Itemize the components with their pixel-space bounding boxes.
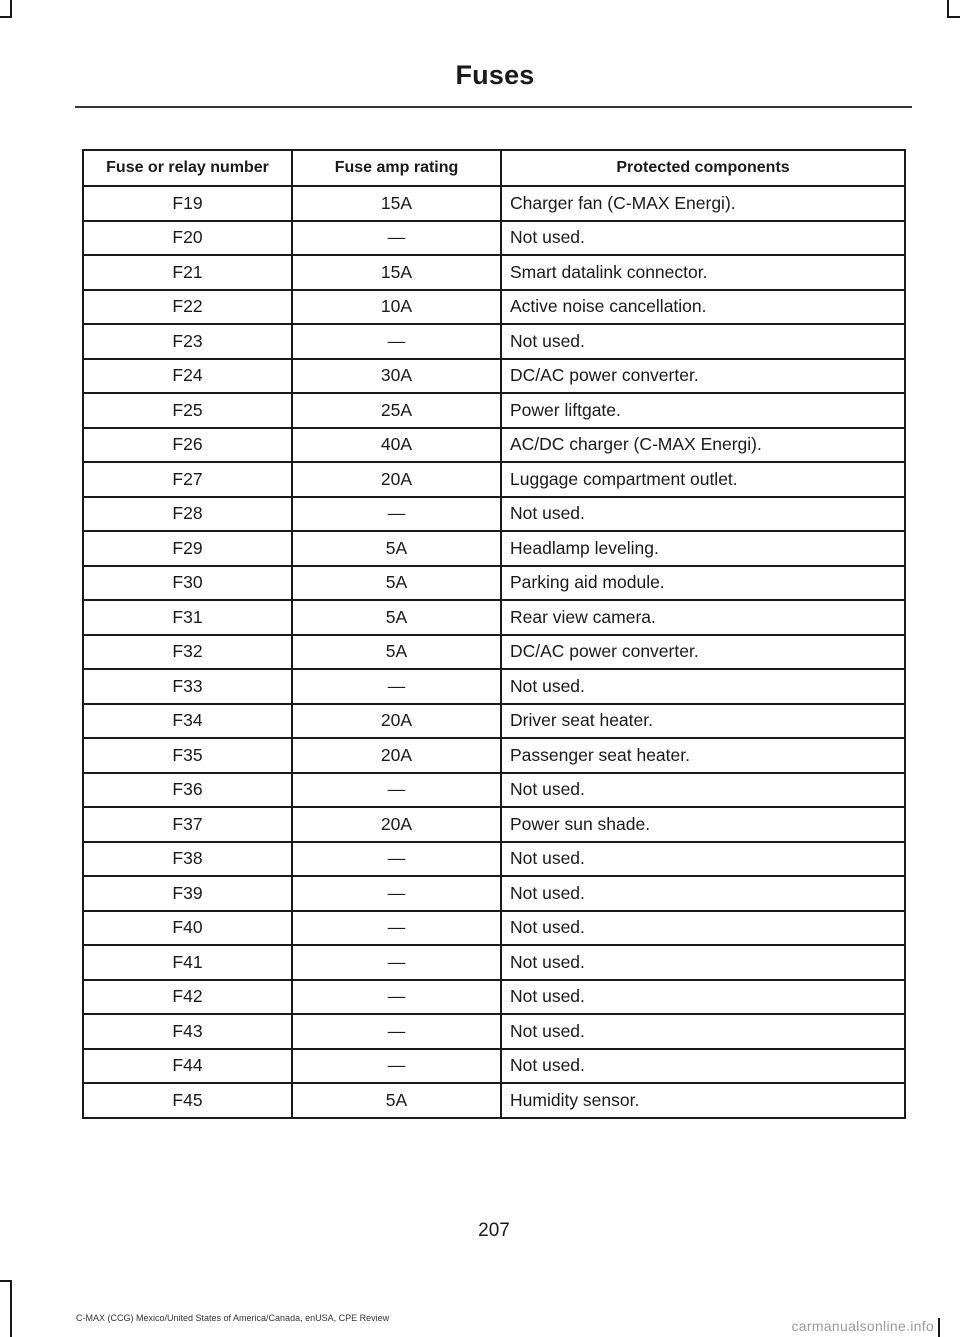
- amp-rating-cell: —: [292, 497, 501, 532]
- protected-component-cell: Not used.: [501, 669, 905, 704]
- table-row: [83, 1014, 905, 1049]
- amp-rating-cell: —: [292, 324, 501, 359]
- protected-component-cell: Not used.: [501, 221, 905, 256]
- protected-component-cell: Not used.: [501, 842, 905, 877]
- amp-rating-cell: 10A: [292, 290, 501, 325]
- table-row: [83, 738, 905, 773]
- table-row: [83, 980, 905, 1015]
- table-row: [83, 1083, 905, 1118]
- amp-rating-cell: —: [292, 911, 501, 946]
- protected-component-cell: Passenger seat heater.: [501, 738, 905, 773]
- crop-mark-bottom-left-v: [10, 1280, 12, 1337]
- crop-mark-bottom-right-v: [938, 1318, 940, 1337]
- protected-component-cell: Not used.: [501, 324, 905, 359]
- table-row: [83, 359, 905, 394]
- fuse-number-cell: F37: [83, 807, 292, 842]
- column-header-protected-components: Protected components: [501, 150, 905, 186]
- protected-component-cell: Not used.: [501, 945, 905, 980]
- fuse-number-cell: F20: [83, 221, 292, 256]
- column-header-amp-rating: Fuse amp rating: [292, 150, 501, 186]
- protected-component-cell: Driver seat heater.: [501, 704, 905, 739]
- table-row: [83, 531, 905, 566]
- protected-component-cell: Not used.: [501, 911, 905, 946]
- amp-rating-cell: —: [292, 876, 501, 911]
- fuse-number-cell: F33: [83, 669, 292, 704]
- fuse-table: [82, 149, 906, 1119]
- page-number: 207: [478, 1220, 510, 1241]
- amp-rating-cell: 15A: [292, 255, 501, 290]
- fuse-number-cell: F43: [83, 1014, 292, 1049]
- table-row: [83, 911, 905, 946]
- protected-component-cell: Not used.: [501, 980, 905, 1015]
- protected-component-cell: DC/AC power converter.: [501, 635, 905, 670]
- fuse-number-cell: F30: [83, 566, 292, 601]
- column-header-fuse-number: Fuse or relay number: [83, 150, 292, 186]
- table-row: [83, 393, 905, 428]
- amp-rating-cell: —: [292, 945, 501, 980]
- crop-mark-top-right-h: [947, 16, 960, 18]
- crop-mark-top-left-h: [0, 16, 12, 18]
- amp-rating-cell: 20A: [292, 462, 501, 497]
- amp-rating-cell: 15A: [292, 186, 501, 221]
- amp-rating-cell: 20A: [292, 807, 501, 842]
- amp-rating-cell: —: [292, 1049, 501, 1084]
- watermark: carmanualsonline.info: [791, 1318, 934, 1334]
- amp-rating-cell: 5A: [292, 531, 501, 566]
- protected-component-cell: Smart datalink connector.: [501, 255, 905, 290]
- protected-component-cell: Power liftgate.: [501, 393, 905, 428]
- amp-rating-cell: 5A: [292, 1083, 501, 1118]
- title-divider: [75, 106, 912, 108]
- table-row: [83, 773, 905, 808]
- fuse-number-cell: F45: [83, 1083, 292, 1118]
- table-row: [83, 876, 905, 911]
- fuse-number-cell: F29: [83, 531, 292, 566]
- table-row: [83, 221, 905, 256]
- amp-rating-cell: 5A: [292, 600, 501, 635]
- table-row: [83, 186, 905, 221]
- protected-component-cell: Parking aid module.: [501, 566, 905, 601]
- fuse-number-cell: F34: [83, 704, 292, 739]
- protected-component-cell: Power sun shade.: [501, 807, 905, 842]
- table-row: [83, 497, 905, 532]
- table-row: [83, 600, 905, 635]
- fuse-number-cell: F38: [83, 842, 292, 877]
- amp-rating-cell: —: [292, 221, 501, 256]
- table-row: [83, 807, 905, 842]
- fuse-number-cell: F26: [83, 428, 292, 463]
- amp-rating-cell: —: [292, 842, 501, 877]
- fuse-table-body: [83, 186, 905, 1118]
- fuse-number-cell: F42: [83, 980, 292, 1015]
- protected-component-cell: Not used.: [501, 497, 905, 532]
- protected-component-cell: Not used.: [501, 876, 905, 911]
- amp-rating-cell: —: [292, 1014, 501, 1049]
- amp-rating-cell: —: [292, 773, 501, 808]
- footer-text: C-MAX (CCG) Mexico/United States of America/Canada, enUSA, CPE Review: [76, 1313, 390, 1323]
- fuse-number-cell: F21: [83, 255, 292, 290]
- fuse-number-cell: F32: [83, 635, 292, 670]
- fuse-number-cell: F22: [83, 290, 292, 325]
- fuse-number-cell: F28: [83, 497, 292, 532]
- amp-rating-cell: 20A: [292, 704, 501, 739]
- fuse-number-cell: F35: [83, 738, 292, 773]
- fuse-number-cell: F25: [83, 393, 292, 428]
- table-row: [83, 842, 905, 877]
- table-row: [83, 704, 905, 739]
- amp-rating-cell: 30A: [292, 359, 501, 394]
- table-row: [83, 462, 905, 497]
- fuse-number-cell: F36: [83, 773, 292, 808]
- table-row: [83, 324, 905, 359]
- table-row: [83, 635, 905, 670]
- fuse-number-cell: F23: [83, 324, 292, 359]
- fuse-number-cell: F39: [83, 876, 292, 911]
- table-row: [83, 669, 905, 704]
- protected-component-cell: DC/AC power converter.: [501, 359, 905, 394]
- table-row: [83, 255, 905, 290]
- crop-mark-bottom-left-h: [0, 1280, 12, 1282]
- amp-rating-cell: —: [292, 980, 501, 1015]
- fuse-number-cell: F19: [83, 186, 292, 221]
- amp-rating-cell: 5A: [292, 566, 501, 601]
- protected-component-cell: Not used.: [501, 773, 905, 808]
- amp-rating-cell: 40A: [292, 428, 501, 463]
- table-row: [83, 1049, 905, 1084]
- protected-component-cell: Luggage compartment outlet.: [501, 462, 905, 497]
- table-header-row: [83, 150, 905, 186]
- fuse-number-cell: F40: [83, 911, 292, 946]
- amp-rating-cell: 25A: [292, 393, 501, 428]
- table-row: [83, 428, 905, 463]
- protected-component-cell: Charger fan (C-MAX Energi).: [501, 186, 905, 221]
- amp-rating-cell: 20A: [292, 738, 501, 773]
- fuse-number-cell: F31: [83, 600, 292, 635]
- amp-rating-cell: —: [292, 669, 501, 704]
- table-row: [83, 945, 905, 980]
- protected-component-cell: Headlamp leveling.: [501, 531, 905, 566]
- protected-component-cell: AC/DC charger (C-MAX Energi).: [501, 428, 905, 463]
- amp-rating-cell: 5A: [292, 635, 501, 670]
- fuse-number-cell: F44: [83, 1049, 292, 1084]
- protected-component-cell: Not used.: [501, 1049, 905, 1084]
- protected-component-cell: Active noise cancellation.: [501, 290, 905, 325]
- table-row: [83, 290, 905, 325]
- page-title: Fuses: [455, 60, 535, 90]
- protected-component-cell: Not used.: [501, 1014, 905, 1049]
- protected-component-cell: Rear view camera.: [501, 600, 905, 635]
- fuse-number-cell: F24: [83, 359, 292, 394]
- fuse-number-cell: F27: [83, 462, 292, 497]
- protected-component-cell: Humidity sensor.: [501, 1083, 905, 1118]
- table-row: [83, 566, 905, 601]
- fuse-number-cell: F41: [83, 945, 292, 980]
